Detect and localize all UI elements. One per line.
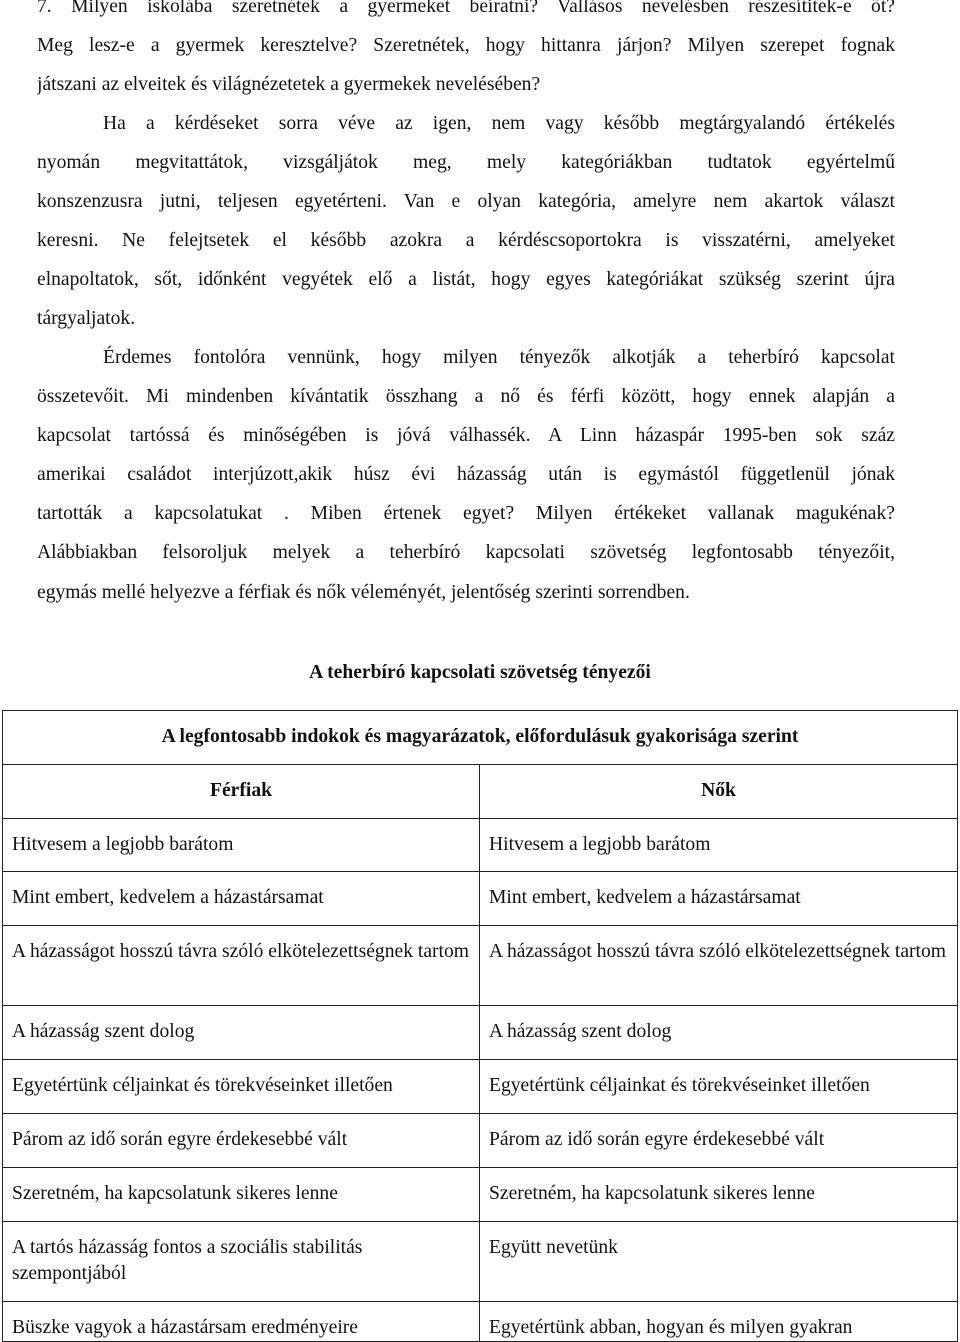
text-line: egymás mellé helyezve a férfiak és nők véleményét, jelentőség szerinti sorrendben. (37, 581, 690, 603)
text-line: nyomán megvitattátok, vizsgáljátok meg, mely kategóriákban tudtatok egyértelmű (37, 152, 895, 174)
text-line: játszani az elveitek és világnézetetek a gyermekek nevelésében? (37, 74, 541, 96)
factors-table (2, 710, 958, 1342)
text-line: Meg lesz-e a gyermek keresztelve? Szeretnétek, hogy hittanra járjon? Milyen szerepet fognak (37, 35, 895, 57)
paragraph-factors-intro (37, 345, 895, 619)
column-header-men: Férfiak (3, 765, 480, 819)
table-row (3, 926, 958, 1006)
column-header-women: Nők (480, 765, 958, 819)
table-row (3, 819, 958, 872)
table-caption: A legfontosabb indokok és magyarázatok, előfordulásuk gyakorisága szerint (3, 711, 958, 765)
cell-men: Egyetértünk céljainkat és törekvéseinket illetően (3, 1060, 480, 1114)
cell-women: Együtt nevetünk (480, 1222, 958, 1302)
cell-men: Hitvesem a legjobb barátom (3, 819, 480, 872)
cell-men: Szeretném, ha kapcsolatunk sikeres lenne (3, 1168, 480, 1222)
cell-men: A házasság szent dolog (3, 1006, 480, 1060)
table-row (3, 1114, 958, 1168)
cell-women: Mint embert, kedvelem a házastársamat (480, 872, 958, 926)
cell-men: Büszke vagyok a házastársam eredményeire (3, 1302, 480, 1342)
text-line: tartották a kapcsolatukat . Miben értenek egyet? Milyen értékeket vallanak magukénak? (37, 503, 895, 525)
table-header-row (3, 765, 958, 819)
cell-men: A házasságot hosszú távra szóló elkötelezettségnek tartom (3, 926, 480, 1006)
paragraph-discussion (37, 111, 895, 346)
table-row (3, 872, 958, 926)
text-line: Ha a kérdéseket sorra véve az igen, nem vagy később megtárgyalandó értékelés (103, 113, 895, 134)
text-line: összetevőit. Mi mindenben kívántatik összhang a nő és férfi között, hogy ennek alapján a (37, 386, 895, 408)
text-line: konszenzusra jutni, teljesen egyetérteni. Van e olyan kategória, amelyre nem akartok választ (37, 191, 895, 213)
table-row (3, 1222, 958, 1302)
text-line: Alábbiakban felsoroljuk melyek a teherbíró kapcsolati szövetség legfontosabb tényezőit, (37, 542, 895, 564)
cell-men: A tartós házasság fontos a szociális stabilitás szempontjából (3, 1222, 480, 1302)
cell-women: Hitvesem a legjobb barátom (480, 819, 958, 872)
table-row (3, 1060, 958, 1114)
cell-women: Egyetértünk céljainkat és törekvéseinket illetően (480, 1060, 958, 1114)
table-row (3, 1302, 958, 1342)
text-line: 7. Milyen iskolába szeretnétek a gyermeket beíratni? Vallásos nevelésben részesítitek-e őt? (37, 0, 895, 17)
paragraph-question-7 (37, 0, 895, 111)
section-title: A teherbíró kapcsolati szövetség tényezői (309, 662, 651, 683)
text-line: elnapoltatok, sőt, időnként vegyétek elő a listát, hogy egyes kategóriákat szükség szerint újra (37, 269, 895, 291)
text-line: tárgyaljatok. (37, 308, 136, 330)
table-row (3, 1168, 958, 1222)
table-row (3, 1006, 958, 1060)
cell-women: A házasság szent dolog (480, 1006, 958, 1060)
table-caption-row (3, 711, 958, 765)
cell-women: A házasságot hosszú távra szóló elkötelezettségnek tartom (480, 926, 958, 1006)
text-line: kapcsolat tartóssá és minőségében is jóvá válhassék. A Linn házaspár 1995-ben sok száz (37, 425, 895, 447)
cell-men: Párom az idő során egyre érdekesebbé vált (3, 1114, 480, 1168)
text-line: keresni. Ne felejtsetek el később azokra a kérdéscsoportokra is visszatérni, amelyeket (37, 230, 895, 252)
cell-women: Egyetértünk abban, hogyan és milyen gyakran (480, 1302, 958, 1342)
text-line: amerikai családot interjúzott,akik húsz évi házasság után is egymástól függetlenül jónak (37, 464, 895, 486)
text-line: Érdemes fontolóra vennünk, hogy milyen tényezők alkotják a teherbíró kapcsolat (103, 347, 895, 368)
cell-women: Szeretném, ha kapcsolatunk sikeres lenne (480, 1168, 958, 1222)
cell-women: Párom az idő során egyre érdekesebbé vált (480, 1114, 958, 1168)
cell-men: Mint embert, kedvelem a házastársamat (3, 872, 480, 926)
